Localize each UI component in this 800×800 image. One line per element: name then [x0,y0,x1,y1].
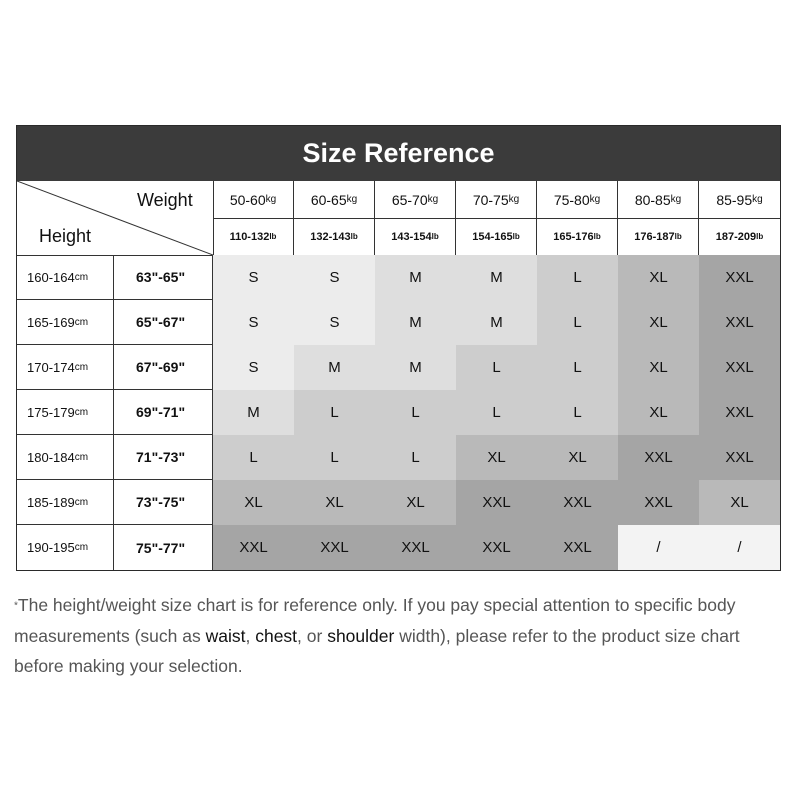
height-inch-cell: 63"-65" [114,255,213,300]
height-cm-value: 165-169 [27,314,75,330]
size-cell: XXL [699,390,780,435]
height-cm-unit: cm [74,316,89,328]
weight-kg-range [375,181,455,219]
size-cell: XL [618,390,699,435]
weight-lb-value: 154-165 [472,230,513,243]
reference-note [14,590,784,681]
size-cell: L [456,390,537,435]
weight-axis-label: Weight [137,190,193,210]
weight-column-header [294,181,375,255]
size-cell: XL [213,480,294,525]
weight-lb-value: 176-187 [634,230,675,243]
height-cm-value: 180-184 [27,449,75,465]
size-reference-chart [16,125,781,571]
weight-column-header [699,181,780,255]
size-cell: XXL [699,345,780,390]
weight-lb-range [294,218,374,255]
weight-kg-range [213,181,293,219]
size-cell: L [294,390,375,435]
size-cell: M [294,345,375,390]
corner-cell [17,181,214,255]
height-axis-label: Height [39,226,92,246]
height-inch-cell: 71"-73" [114,435,213,480]
weight-kg-value: 85-95 [716,191,753,208]
height-cm-value: 170-174 [27,359,75,375]
size-cell: L [213,435,294,480]
weight-lb-value: 165-176 [553,230,594,243]
note-separator-2: , or [297,626,328,647]
height-cm-unit: cm [74,542,89,553]
weight-lb-value: 143-154 [391,230,432,243]
size-cell: XXL [294,525,375,570]
weight-column-header [375,181,456,255]
size-cell: S [294,300,375,345]
weight-column-header [456,181,537,255]
size-cell: S [213,345,294,390]
size-cell: M [375,345,456,390]
chart-header [17,181,780,256]
size-cell: XXL [699,435,780,480]
weight-lb-value: 187-209 [715,230,757,243]
weight-kg-range [294,181,374,219]
weight-lb-range [456,218,536,255]
size-cell: XXL [375,525,456,570]
size-cell: / [618,525,699,570]
height-cm-unit: cm [74,496,89,508]
weight-lb-value: 110-132 [229,230,270,243]
weight-kg-value: 60-65 [310,191,347,208]
note-text-part2: width), please refer to the product size chart before making your selection. [14,626,740,677]
weight-kg-value: 70-75 [472,191,509,208]
size-row [17,345,780,390]
height-cm-value: 185-189 [27,494,75,510]
weight-kg-range [699,181,780,219]
size-cell: L [537,300,618,345]
note-marker: * [14,600,18,612]
size-row [17,480,780,525]
height-inch-cell: 75"-77" [114,525,213,570]
chart-title: Size Reference [17,126,780,181]
weight-kg-unit: kg [589,194,601,205]
height-inch-cell: 69"-71" [114,390,213,435]
height-cm-unit: cm [74,406,89,418]
height-cm-cell [17,435,114,480]
size-cell: L [537,390,618,435]
height-cm-cell [17,525,114,570]
weight-kg-unit: kg [265,194,277,205]
size-cell: L [375,390,456,435]
weight-lb-range [618,218,698,255]
weight-column-header [213,181,294,255]
weight-kg-value: 80-85 [634,191,671,208]
weight-kg-range [618,181,698,219]
size-cell: L [375,435,456,480]
size-row [17,390,780,435]
note-separator-1: , [245,626,256,647]
size-cell: M [375,255,456,300]
height-cm-value: 175-179 [27,404,75,420]
note-keyword-waist: waist [205,626,246,647]
size-cell: / [699,525,780,570]
height-cm-cell [17,255,114,300]
height-cm-unit: cm [74,271,89,283]
size-cell: S [213,255,294,300]
size-cell: XL [618,345,699,390]
weight-kg-unit: kg [670,194,682,205]
height-inch-cell: 73"-75" [114,480,213,525]
height-inch-cell: 65"-67" [114,300,213,345]
weight-kg-value: 75-80 [553,191,590,208]
note-keyword-chest: chest [255,626,298,647]
height-cm-value: 160-164 [27,269,75,285]
weight-lb-unit: lb [593,232,601,241]
weight-lb-unit: lb [350,232,358,241]
size-cell: M [456,300,537,345]
weight-kg-unit: kg [346,194,358,205]
weight-kg-value: 50-60 [229,191,266,208]
size-cell: L [537,345,618,390]
weight-lb-range [213,218,293,255]
weight-lb-unit: lb [431,232,439,241]
weight-kg-value: 65-70 [391,191,428,208]
weight-lb-range [699,218,780,255]
size-cell: XL [618,300,699,345]
height-inch-cell: 67"-69" [114,345,213,390]
weight-lb-range [375,218,455,255]
height-cm-unit: cm [74,361,89,373]
size-cell: XXL [699,255,780,300]
size-cell: XXL [699,300,780,345]
height-cm-value: 190-195 [27,540,75,555]
size-cell: XL [456,435,537,480]
weight-kg-range [537,181,617,219]
weight-lb-unit: lb [756,232,764,241]
weight-column-header [537,181,618,255]
height-cm-cell [17,345,114,390]
height-cm-cell [17,300,114,345]
size-rows [17,255,780,570]
weight-lb-unit: lb [269,232,277,241]
weight-column-header [618,181,699,255]
size-row [17,525,780,570]
height-cm-unit: cm [74,451,89,463]
weight-kg-unit: kg [508,194,520,205]
weight-kg-unit: kg [752,194,763,205]
size-row [17,300,780,345]
size-cell: M [375,300,456,345]
size-cell: XXL [537,525,618,570]
size-cell: M [456,255,537,300]
height-cm-cell [17,480,114,525]
weight-lb-value: 132-143 [310,230,351,243]
size-cell: S [213,300,294,345]
size-cell: L [294,435,375,480]
weight-lb-unit: lb [674,232,682,241]
size-cell: XL [699,480,780,525]
size-cell: L [537,255,618,300]
note-keyword-shoulder: shoulder [327,626,395,647]
size-cell: XXL [618,435,699,480]
weight-kg-range [456,181,536,219]
size-cell: XL [537,435,618,480]
height-cm-cell [17,390,114,435]
size-cell: XXL [213,525,294,570]
size-cell: M [213,390,294,435]
weight-lb-range [537,218,617,255]
size-cell: XXL [618,480,699,525]
size-cell: XXL [456,525,537,570]
size-row [17,255,780,300]
size-row [17,435,780,480]
weight-lb-unit: lb [512,232,520,241]
weight-kg-unit: kg [427,194,439,205]
size-cell: L [456,345,537,390]
size-cell: XL [618,255,699,300]
size-cell: XL [375,480,456,525]
note-text-part1: The height/weight size chart is for reference only. If you pay special attention to specific body measurements (such as [14,595,736,647]
size-cell: XXL [537,480,618,525]
size-cell: XXL [456,480,537,525]
size-cell: S [294,255,375,300]
size-cell: XL [294,480,375,525]
